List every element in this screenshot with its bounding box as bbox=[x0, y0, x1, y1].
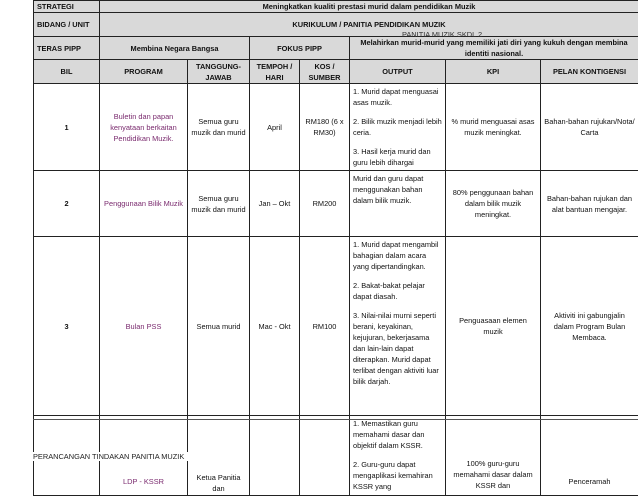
col-kontingensi: PELAN KONTIGENSI bbox=[541, 60, 638, 84]
col-tempoh: TEMPOH / HARI bbox=[250, 60, 300, 84]
bidang-value: KURIKULUM / PANITIA PENDIDIKAN MUZIK bbox=[100, 13, 638, 37]
output-item: Murid dan guru dapat menggunakan bahan dalam bilik muzik. bbox=[353, 173, 442, 206]
row-kos: RM100 bbox=[300, 237, 350, 416]
page-footer-title: PERANCANGAN TINDAKAN PANITIA MUZIK bbox=[33, 452, 188, 461]
row-tempoh bbox=[250, 416, 300, 496]
col-program: PROGRAM bbox=[100, 60, 188, 84]
table-row bbox=[34, 84, 638, 171]
row-kos bbox=[300, 416, 350, 496]
row-output bbox=[350, 237, 446, 416]
row-kpi: % murid menguasai asas muzik meningkat. bbox=[446, 84, 541, 171]
output-item: 1. Murid dapat menguasai asas muzik. bbox=[353, 86, 442, 108]
row-kpi: 100% guru-guru memahami dasar dalam KSSR dan bbox=[446, 416, 541, 496]
row-tempoh: Mac - Okt bbox=[250, 237, 300, 416]
strategi-label: STRATEGI bbox=[34, 1, 100, 13]
col-bil: BIL bbox=[34, 60, 100, 84]
output-item: 3. Hasil kerja murid dan guru lebih dihargai bbox=[353, 146, 442, 168]
teras-label: TERAS PIPP bbox=[34, 37, 100, 60]
row-program: Penggunaan Bilik Muzik bbox=[100, 171, 188, 237]
row-kontingensi: Penceramah bbox=[541, 416, 638, 496]
row-program: Bulan PSS bbox=[100, 237, 188, 416]
row-program: Buletin dan papan kenyataan berkaitan Pendidikan Muzik. bbox=[100, 84, 188, 171]
row-tempoh: April bbox=[250, 84, 300, 171]
col-output: OUTPUT bbox=[350, 60, 446, 84]
output-item: 2. Guru-guru dapat mengaplikasi kemahiran KSSR yang bbox=[353, 459, 442, 492]
watermark-text: PANITIA MUZIK SKDL 2 bbox=[402, 30, 482, 39]
row-bil: 3 bbox=[34, 237, 100, 416]
row-output bbox=[350, 171, 446, 237]
teras-value: Membina Negara Bangsa bbox=[100, 37, 250, 60]
output-item: 1. Memastikan guru memahami dasar dan objektif dalam KSSR. bbox=[353, 418, 442, 451]
output-item: 2. Bilik muzik menjadi lebih ceria. bbox=[353, 116, 442, 138]
output-item: 2. Bakat-bakat pelajar dapat diasah. bbox=[353, 280, 442, 302]
fokus-value: Melahirkan murid-murid yang memiliki jati diri yang kukuh dengan membina identiti nasional. bbox=[350, 37, 638, 60]
row-kontingensi: Bahan-bahan rujukan dan alat bantuan mengajar. bbox=[541, 171, 638, 237]
output-item: 1. Murid dapat mengambil bahagian dalam acara yang dipertandingkan. bbox=[353, 239, 442, 272]
row-bil: 1 bbox=[34, 84, 100, 171]
row-kontingensi: Bahan-bahan rujukan/Nota/ Carta bbox=[541, 84, 638, 171]
fokus-label: FOKUS PIPP bbox=[250, 37, 350, 60]
plan-table bbox=[33, 0, 638, 496]
row-tanggung-jawab: Semua murid bbox=[188, 237, 250, 416]
bidang-label: BIDANG / UNIT bbox=[34, 13, 100, 37]
row-tempoh: Jan – Okt bbox=[250, 171, 300, 237]
table-row bbox=[34, 171, 638, 237]
row-tanggung-jawab: Semua guru muzik dan murid bbox=[188, 171, 250, 237]
table-row bbox=[34, 237, 638, 416]
row-kpi: Penguasaan elemen muzik bbox=[446, 237, 541, 416]
col-kpi: KPI bbox=[446, 60, 541, 84]
row-output bbox=[350, 416, 446, 496]
row-kos: RM200 bbox=[300, 171, 350, 237]
row-kontingensi: Aktiviti ini gabungjalin dalam Program Bulan Membaca. bbox=[541, 237, 638, 416]
row-kos: RM180 (6 x RM30) bbox=[300, 84, 350, 171]
output-item: 3. Nilai-nilai murni seperti berani, keyakinan, kejujuran, bekerjasama dan lain-lain dapat diterapkan. Murid dapat terlibat dengan aktiviti luar bilik darjah. bbox=[353, 310, 442, 387]
row-tanggung-jawab: Ketua Panitia dan bbox=[188, 416, 250, 496]
col-tanggung-jawab: TANGGUNG-JAWAB bbox=[188, 60, 250, 84]
page-divider bbox=[33, 419, 638, 420]
strategi-value: Meningkatkan kualiti prestasi murid dalam pendidikan Muzik bbox=[100, 1, 638, 13]
row-bil: 2 bbox=[34, 171, 100, 237]
row-kpi: 80% penggunaan bahan dalam bilik muzik meningkat. bbox=[446, 171, 541, 237]
row-output bbox=[350, 84, 446, 171]
row-program: LDP - KSSR bbox=[100, 416, 188, 496]
col-kos: KOS / SUMBER bbox=[300, 60, 350, 84]
row-tanggung-jawab: Semua guru muzik dan murid bbox=[188, 84, 250, 171]
